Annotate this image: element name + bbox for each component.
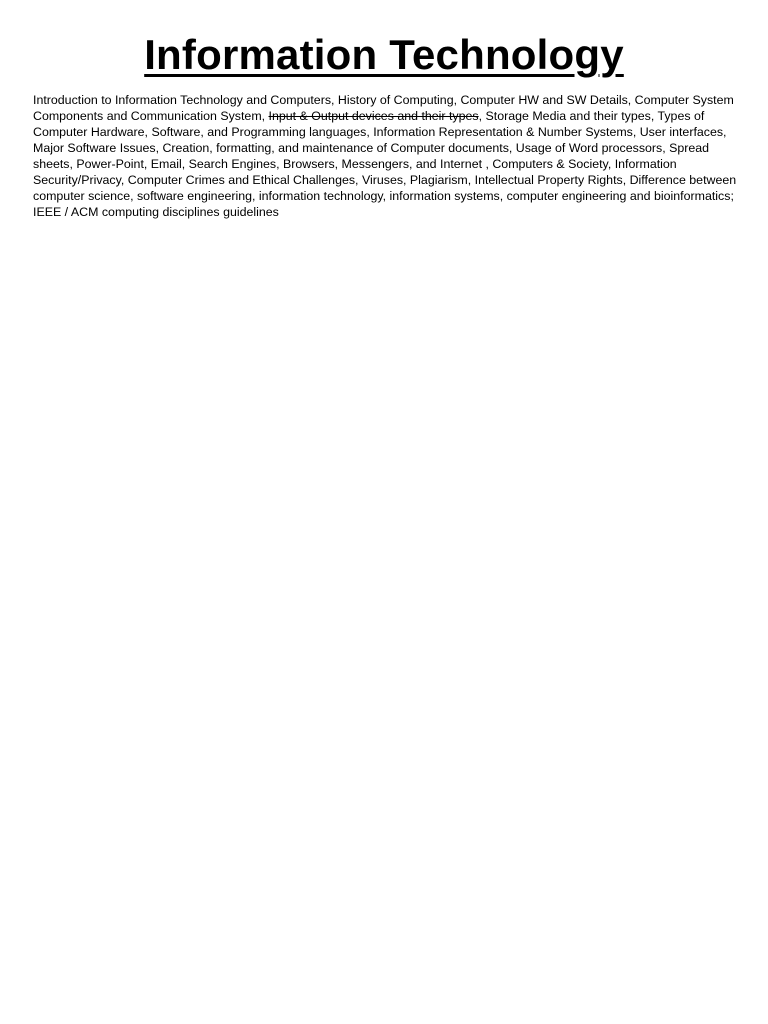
body-text-rest: , Storage Media and their types, Types of Computer Hardware, Software, and Programming languages, Information Representation & Number Systems, User interfaces, Major Software Issues, Creation, formatting, and maintenance of Computer documents, Usage of Word processors, Spread sheets, Power-Point, Email, Search Engines, Browsers, Messengers, and Internet , Computers & Society, Information Security/Privacy, Computer Crimes and Ethical Challenges, Viruses, Plagiarism, Intellectual Property Rights, Difference between computer science, software engineering, information technology, information systems, computer engineering and bioinformatics; IEEE / ACM computing disciplines guidelines xyxy=(33,109,737,219)
document-body xyxy=(33,92,745,220)
struck-text: Input & Output devices and their types xyxy=(268,109,479,123)
body-text-intro: Introduction to Information Technology and Computers, History of Computing, Computer HW and SW Details, Computer System Components and Communication System, xyxy=(33,93,734,123)
document-title: Information Technology xyxy=(144,31,624,78)
